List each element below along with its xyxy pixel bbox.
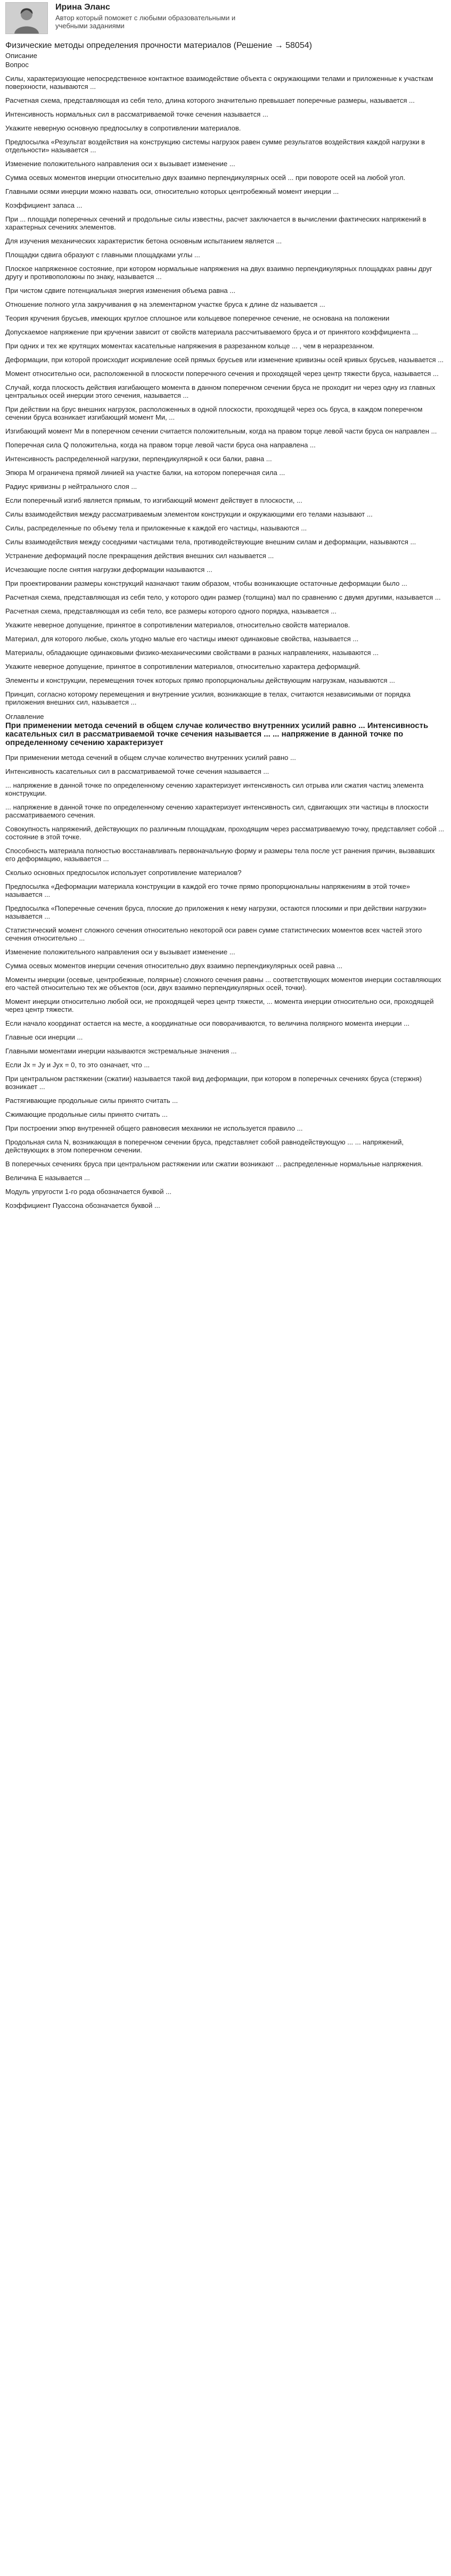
toc-item: При построении эпюр внутренней общего равновесия механики не используется правило ... [5, 1124, 303, 1132]
toc-item: Модуль упругости 1-го рода обозначается буквой ... [5, 1188, 171, 1196]
question-item: Расчетная схема, представляющая из себя тело, длина которого значительно превышает поперечные размеры, называется ... [5, 96, 415, 104]
avatar-image-icon [6, 3, 47, 34]
toc-item: При применении метода сечений в общем случае количество внутренних усилий равно ... [5, 754, 296, 762]
toc-item: Величина Е называется ... [5, 1174, 90, 1182]
toc-item: Если Jx = Jy и Jyx = 0, то это означает, что ... [5, 1061, 150, 1069]
question-item: Площадки сдвига образуют с главными площадками углы ... [5, 251, 200, 259]
question-item: Элементы и конструкции, перемещения точек которых прямо пропорциональны действующим нагрузкам, называются ... [5, 676, 395, 684]
toc-item: Статистический момент сложного сечения относительно некоторой оси равен сумме статистических моментов всех частей этого сечения относительно ... [5, 926, 422, 942]
toc-item: Изменение положительного направления оси у вызывает изменение ... [5, 948, 235, 956]
question-item: Случай, когда плоскость действия изгибающего момента в данном поперечном сечении бруса не проходит ни через одну из главных центральных осей инерции этого сечения, называется ... [5, 383, 436, 399]
toc-item: Сколько основных предпосылок использует сопротивление материалов? [5, 869, 242, 877]
question-item: Силы взаимодействия между соседними частицами тела, противодействующие внешним силам и деформации, называются ... [5, 538, 416, 546]
toc-item: Сжимающие продольные силы принято считать ... [5, 1110, 168, 1118]
question-item: Расчетная схема, представляющая из себя тело, у которого один размер (толщина) мал по сравнению с двумя другими, называется ... [5, 593, 441, 601]
question-item: Теория кручения брусьев, имеющих круглое сплошное или кольцевое поперечное сечение, не основана на положении [5, 314, 390, 322]
toc-item: Предпосылка «Деформации материала конструкции в каждой его точке прямо пропорциональны напряжениям в этой точке» называется ... [5, 882, 411, 898]
toc-label: Оглавление [5, 713, 44, 721]
question-item: Допускаемое напряжение при кручении зависит от свойств материала рассчитываемого бруса и от принятого коэффициента ... [5, 328, 418, 336]
toc-item: Если начало координат остается на месте, а координатные оси поворачиваются, то величина полярного момента инерции ... [5, 1019, 410, 1027]
question-item: Момент относительно оси, расположенной в плоскости поперечного сечения и проходящей через центр тяжести бруса, называется ... [5, 370, 439, 378]
author-description: Автор который поможет с любыми образовательными и учебными заданиями [55, 14, 236, 30]
toc-item: Коэффициент Пуассона обозначается буквой ... [5, 1201, 160, 1209]
toc-item: ... напряжение в данной точке по определенному сечению характеризует интенсивность сил отрыва или сжатия частиц элемента конструкции. [5, 781, 424, 797]
question-item: При ... площади поперечных сечений и продольные силы известны, расчет заключается в вычислении фактических напряжений в характерных сечениях элементов. [5, 215, 427, 231]
question-item: Исчезающие после снятия нагрузки деформации называются ... [5, 566, 212, 574]
question-item: Силы, распределенные по объему тела и приложенные к каждой его частицы, называются ... [5, 524, 307, 532]
question-item: Силы, характеризующие непосредственное контактное взаимодействие объекта с окружающими телами и приложенные к участкам поверхности, называются ... [5, 75, 433, 91]
question-item: Принцип, согласно которому перемещения и внутренние усилия, возникающие в телах, считаются независимыми от порядка приложения внешних сил, называется ... [5, 690, 411, 706]
question-item: При проектировании размеры конструкций назначают таким образом, чтобы возникающие остаточные деформации было ... [5, 579, 407, 587]
author-avatar[interactable] [5, 2, 48, 34]
page-title: Физические методы определения прочности материалов (Решение → 58054) [5, 41, 312, 50]
toc-item: Совокупность напряжений, действующих по различным площадкам, проходящим через рассматриваемую точку, представляет собой ... состояние в этой точке. [5, 825, 445, 841]
toc-item: Моменты инерции (осевые, центробежные, полярные) сложного сечения равны ... соответствующих моментов инерции составляющих его частей относительно тех же объектов (оси, двух взаимно перпендикулярных осей, точки). [5, 976, 441, 992]
question-item: Расчетная схема, представляющая из себя тело, все размеры которого одного порядка, называется ... [5, 607, 337, 615]
question-item: Эпюра М ограничена прямой линией на участке балки, на котором поперечная сила ... [5, 469, 285, 477]
toc-item: Предпосылка «Поперечные сечения бруса, плоские до приложения к нему нагрузки, остаются плоскими и при действии нагрузки» называется ... [5, 904, 427, 920]
author-info [55, 2, 247, 30]
question-item: Для изучения механических характеристик бетона основным испытанием является ... [5, 237, 282, 245]
question-item: Предпосылка «Результат воздействия на конструкцию системы нагрузок равен сумме результатов воздействия каждой нагрузки в отдельности» называется ... [5, 138, 425, 154]
author-name[interactable]: Ирина Эланс [55, 3, 110, 12]
main-content [0, 40, 451, 1209]
question-item: Изменение положительного направления оси х вызывает изменение ... [5, 160, 235, 168]
question-item: Сумма осевых моментов инерции относительно двух взаимно перпендикулярных осей ... при повороте осей на любой угол. [5, 174, 406, 182]
toc-item: ... напряжение в данной точке по определенному сечению характеризует интенсивность сил, сдвигающих эти частицы в плоскости рассматриваемого сечения. [5, 803, 429, 819]
question-item: Главными осями инерции можно назвать оси, относительно которых центробежный момент инерции ... [5, 187, 339, 195]
toc-item: При центральном растяжении (сжатии) называется такой вид деформации, при котором в поперечных сечениях бруса (стержня) возникает ... [5, 1075, 422, 1091]
question-item: Укажите неверное допущение, принятое в сопротивлении материалов, относительно свойств материалов. [5, 621, 350, 629]
question-item: Материал, для которого любые, сколь угодно малые его частицы имеют одинаковые свойства, называется ... [5, 635, 359, 643]
toc-item: Способность материала полностью восстанавливать первоначальную форму и размеры тела после уст ранения причин, вызвавших его деформацию, называется ... [5, 847, 435, 863]
toc-item: Растягивающие продольные силы принято считать ... [5, 1097, 178, 1105]
question-list [5, 75, 445, 706]
question-item: Интенсивность распределенной нагрузки, перпендикулярной к оси балки, равна ... [5, 455, 272, 463]
toc-item: Главными моментами инерции называются экстремальные значения ... [5, 1047, 237, 1055]
question-label: Вопрос [5, 61, 29, 69]
question-item: Силы взаимодействия между рассматриваемым элементом конструкции и окружающими его телами называют ... [5, 510, 373, 518]
question-item: Отношение полного угла закручивания φ на элементарном участке бруса к длине dz называется ... [5, 300, 325, 308]
question-item: Коэффициент запаса ... [5, 201, 83, 209]
question-item: Плоское напряженное состояние, при котором нормальные напряжения на двух взаимно перпендикулярных площадках равны друг другу и противоположны по знаку, называется ... [5, 265, 432, 281]
question-item: Интенсивность нормальных сил в рассматриваемой точке сечения называется ... [5, 110, 268, 118]
question-item: Изгибающий момент Ми в поперечном сечении считается положительным, когда на правом торце левой части бруса он направлен ... [5, 427, 437, 435]
question-item: Укажите неверную основную предпосылку в сопротивлении материалов. [5, 124, 241, 132]
question-item: Материалы, обладающие одинаковыми физико-механическими свойствами в разных направлениях, называются ... [5, 649, 379, 657]
question-item: При чистом сдвиге потенциальная энергия изменения объема равна ... [5, 287, 236, 295]
description-label: Описание [5, 52, 37, 60]
toc-heading: При применении метода сечений в общем случае количество внутренних усилий равно ... Интенсивность касательных сил в рассматриваемой точке сечения называется ... ... напряжение в данной точке по определенному сечению характеризует [5, 721, 429, 747]
question-item: При одних и тех же крутящих моментах касательные напряжения в разрезанном кольце ... , чем в неразрезанном. [5, 342, 374, 350]
toc-item: Сумма осевых моментов инерции сечения относительно двух взаимно перпендикулярных осей равна ... [5, 962, 343, 970]
question-item: Деформации, при которой происходит искривление осей прямых брусьев или изменение кривизны осей кривых брусьев, называется ... [5, 356, 444, 364]
toc-item: Главные оси инерции ... [5, 1033, 83, 1041]
question-item: Поперечная сила Q положительна, когда на правом торце левой части бруса она направлена ... [5, 441, 316, 449]
author-header [0, 0, 451, 34]
question-item: Радиус кривизны р нейтрального слоя ... [5, 483, 137, 490]
toc-list [5, 754, 445, 1209]
question-item: Если поперечный изгиб является прямым, то изгибающий момент действует в плоскости, ... [5, 496, 302, 504]
toc-item: Продольная сила N, возникающая в поперечном сечении бруса, представляет собой равнодействующую ... ... напряжений, действующих в этом поперечном сечении. [5, 1138, 404, 1154]
question-item: Укажите неверное допущение, принятое в сопротивлении материалов, относительно характера деформаций. [5, 663, 361, 670]
toc-item: Интенсивность касательных сил в рассматриваемой точке сечения называется ... [5, 767, 269, 775]
toc-item: В поперечных сечениях бруса при центральном растяжении или сжатии возникают ... распределенные нормальные напряжения. [5, 1160, 423, 1168]
toc-item: Момент инерции относительно любой оси, не проходящей через центр тяжести, ... момента инерции относительно оси, проходящей через центр тяжести. [5, 997, 434, 1013]
question-item: Устранение деформаций после прекращения действия внешних сил называется ... [5, 552, 274, 560]
question-item: При действии на брус внешних нагрузок, расположенных в одной плоскости, проходящей через ось бруса, в каждом поперечном сечении бруса возникает изгибающий момент Ми, ... [5, 405, 423, 421]
